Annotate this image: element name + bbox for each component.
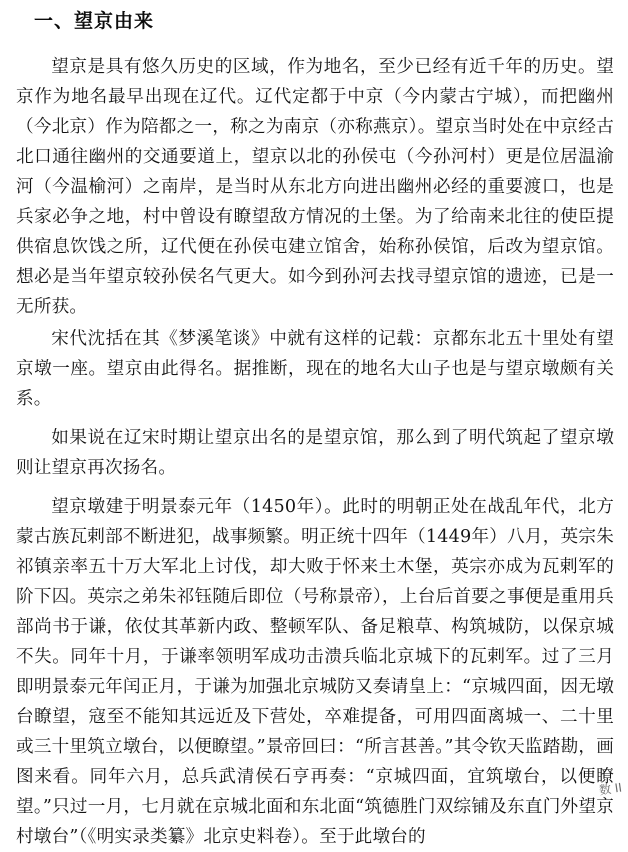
paragraph-song-record: 宋代沈括在其《梦溪笔谈》中就有这样的记载：京都东北五十里处有望京墩一座。望京由此得名。据推断，现在的地名大山子也是与望京墩颇有关系。 [16, 329, 614, 409]
section-heading: 一、望京由来 [34, 10, 155, 32]
paragraph-liao-origin: 望京是具有悠久历史的区域，作为地名，至少已经有近千年的历史。望京作为地名最早出现在辽代。辽代定都于中京（今内蒙古宁城），而把幽州（今北京）作为陪都之一，称之为南京（亦称燕京）。望京当时处在中京经古北口通往幽州的交通要道上，望京以北的孙侯屯（今孙河村）更是位居温渝河（今温榆河）之南岸，是当时从东北方向进出幽州必经的重要渡口，也是兵家必争之地，村中曾设有瞭望敌方情况的土堡。为了给南来北往的使臣提供宿息饮饯之所，辽代便在孙侯屯建立馆舍，始称孙侯馆，后改为望京馆。想必是当年望京较孙侯名气更大。如今到孙河去找寻望京馆的遗迹，已是一无所获。 [16, 57, 614, 317]
paragraph-ming-fame: 如果说在辽宋时期让望京出名的是望京馆，那么到了明代筑起了望京墩则让望京再次扬名。 [16, 428, 614, 478]
paragraph-wangjing-dun: 望京墩建于明景泰元年（1450年）。此时的明朝正处在战乱年代，北方蒙古族瓦剌部不断进犯，战事频繁。明正统十四年（1449年）八月，英宗朱祁镇亲率五十万大军北上讨伐，却大败于怀来土木堡，英宗亦成为瓦剌军的阶下囚。英宗之弟朱祁钰随后即位（号称景帝），上台后首要之事便是重用兵部尚书于谦，依仗其革新内政、整顿军队、备足粮草、构筑城防，以保京城不失。同年十月，于谦率领明军成功击溃兵临北京城下的瓦剌军。过了三月即明景泰元年闰正月，于谦为加强北京城防又奏请皇上：“京城四面，因无墩台瞭望，寇至不能知其远近及下营处，卒难提备，可用四面离城一、二十里或三十里筑立墩台，以便瞭望。”景帝回曰：“所言甚善。”其令钦天监踏勘，画图来看。同年六月，总兵武清侯石亨再奏：“京城四面，宜筑墩台，以便瞭望。”只过一月，七月就在京城北面和东北面“筑德胜门双综铺及东直门外望京村墩台”（《明实录类纂》北京史料卷）。至于此墩台的 [16, 497, 614, 847]
handwritten-margin-note: 数 II [598, 780, 623, 798]
